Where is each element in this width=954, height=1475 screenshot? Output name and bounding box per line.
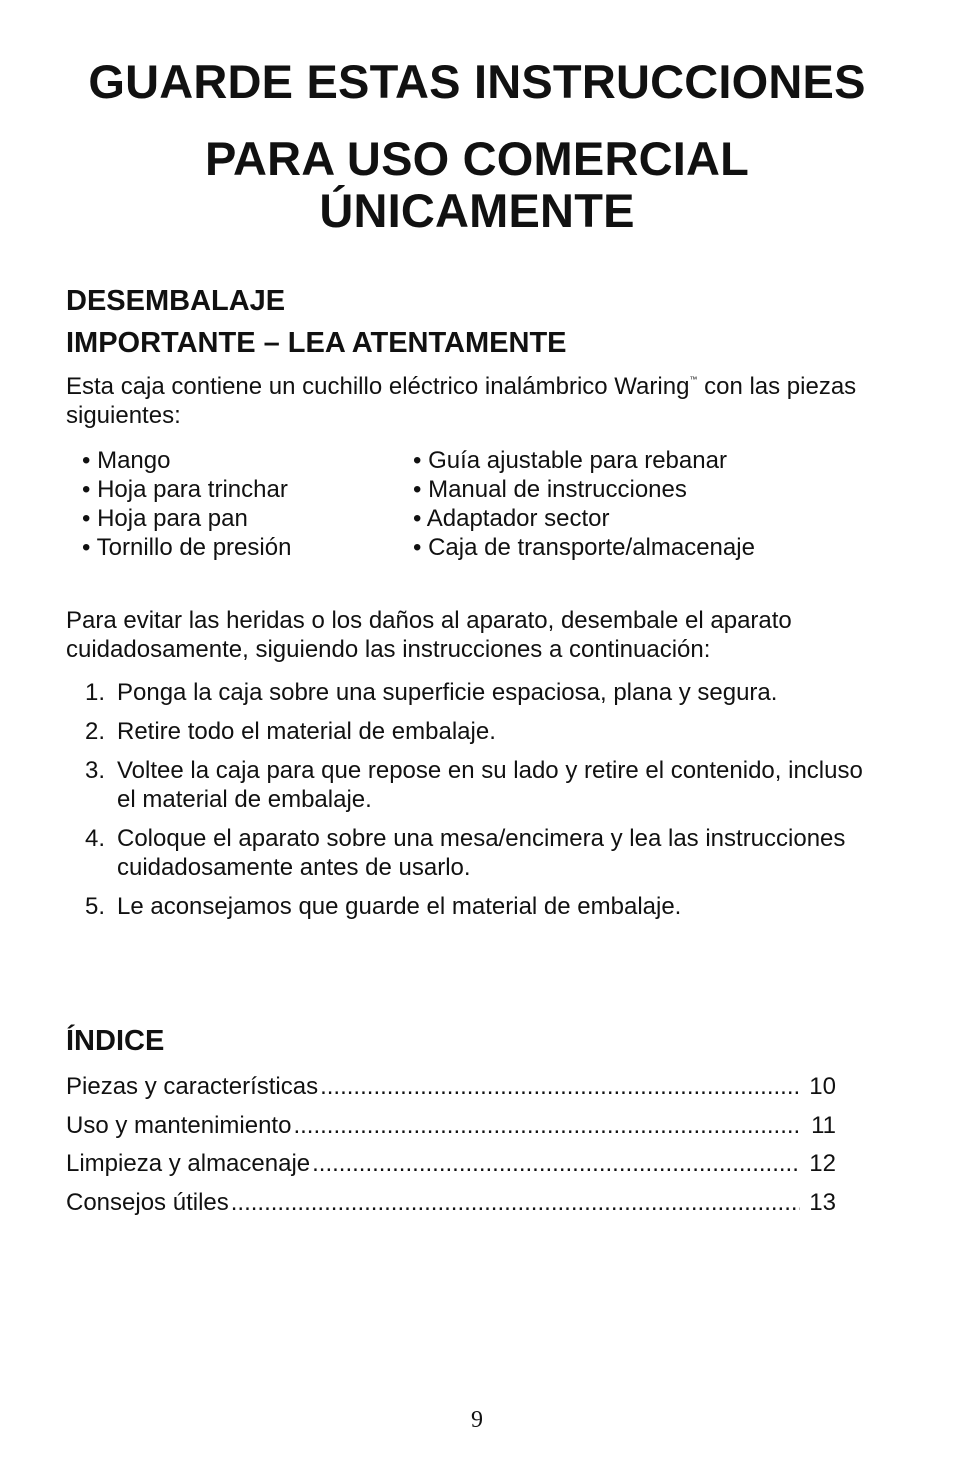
trademark-mark: ™ bbox=[689, 375, 698, 384]
important-heading: IMPORTANTE – LEA ATENTAMENTE bbox=[66, 327, 567, 359]
step-item bbox=[85, 717, 885, 746]
step-number: 2. bbox=[85, 718, 106, 745]
table-of-contents bbox=[66, 1072, 836, 1226]
intro-text: Esta caja contiene un cuchillo eléctrico inalámbrico Waring bbox=[66, 373, 690, 400]
page-number: 9 bbox=[471, 1407, 483, 1433]
parts-list-right bbox=[413, 446, 755, 562]
intro-text-end: con las piezas siguientes: bbox=[66, 373, 857, 429]
toc-entry bbox=[66, 1072, 836, 1101]
parts-list-item: • Manual de instrucciones bbox=[413, 476, 687, 503]
parts-list-item: • Tornillo de presión bbox=[82, 534, 292, 561]
unpacking-steps bbox=[85, 678, 885, 931]
toc-entry bbox=[66, 1149, 836, 1178]
step-text: Ponga la caja sobre una superficie espaciosa, plana y segura. bbox=[117, 679, 778, 706]
toc-entry-page: 10 bbox=[809, 1073, 836, 1100]
parts-list-item: • Hoja para trinchar bbox=[82, 476, 288, 503]
toc-entry bbox=[66, 1111, 836, 1140]
toc-entry-label: Consejos útiles bbox=[66, 1188, 229, 1216]
step-text: Retire todo el material de embalaje. bbox=[117, 718, 496, 745]
index-heading: ÍNDICE bbox=[66, 1025, 165, 1057]
step-item bbox=[85, 678, 885, 707]
step-item bbox=[85, 824, 885, 882]
toc-dot-leader bbox=[312, 1149, 800, 1178]
page-title-save-instructions: GUARDE ESTAS INSTRUCCIONES bbox=[88, 55, 866, 108]
toc-entry-page: 13 bbox=[809, 1188, 836, 1216]
toc-entry bbox=[66, 1188, 836, 1217]
toc-dot-leader bbox=[293, 1111, 800, 1140]
parts-list-item: • Hoja para pan bbox=[82, 505, 248, 532]
step-number: 1. bbox=[85, 679, 106, 706]
parts-list-left bbox=[82, 446, 291, 562]
step-number: 4. bbox=[85, 825, 106, 852]
step-number: 5. bbox=[85, 893, 106, 920]
step-number: 3. bbox=[85, 757, 106, 784]
parts-list-item: • Adaptador sector bbox=[413, 505, 610, 532]
page-title-commercial-use: PARA USO COMERCIAL bbox=[204, 132, 750, 185]
parts-list-item: • Caja de transporte/almacenaje bbox=[413, 534, 755, 561]
parts-list-item: • Mango bbox=[82, 447, 171, 474]
parts-list-item: • Guía ajustable para rebanar bbox=[413, 447, 727, 474]
toc-entry-label: Limpieza y almacenaje bbox=[66, 1150, 311, 1177]
step-text: Coloque el aparato sobre una mesa/encimera y lea las instrucciones cuidadosamente antes de usarlo. bbox=[117, 825, 846, 881]
toc-entry-label: Piezas y características bbox=[66, 1073, 319, 1100]
toc-entry-page: 11 bbox=[811, 1111, 836, 1139]
step-text: Voltee la caja para que repose en su lado y retire el contenido, incluso el material de embalaje. bbox=[117, 757, 863, 813]
toc-dot-leader bbox=[231, 1188, 800, 1217]
toc-dot-leader bbox=[320, 1072, 800, 1101]
step-item bbox=[85, 892, 885, 921]
caution-paragraph: Para evitar las heridas o los daños al aparato, desembale el aparato cuidadosamente, siguiendo las instrucciones a continuación: bbox=[66, 607, 792, 663]
page-title-only: ÚNICAMENTE bbox=[319, 184, 635, 237]
step-text: Le aconsejamos que guarde el material de embalaje. bbox=[117, 893, 682, 920]
toc-entry-page: 12 bbox=[809, 1150, 836, 1177]
toc-entry-label: Uso y mantenimiento bbox=[66, 1111, 292, 1139]
intro-paragraph bbox=[66, 372, 886, 430]
unpacking-heading: DESEMBALAJE bbox=[66, 285, 286, 317]
step-item bbox=[85, 756, 885, 814]
